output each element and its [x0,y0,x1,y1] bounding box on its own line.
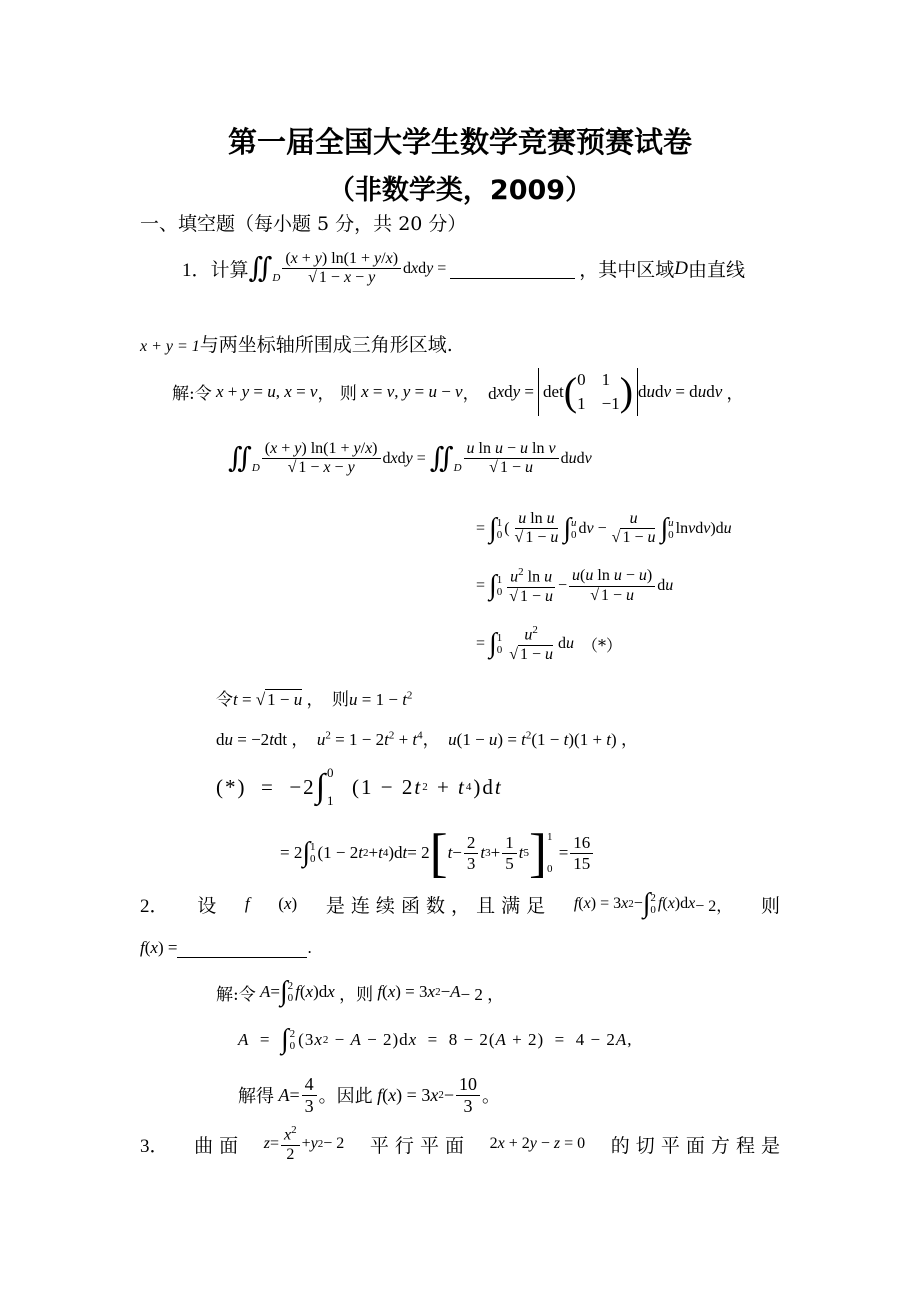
problem-1-line2: x + y = 1与两坐标轴所围成三角形区域. [140,334,453,356]
problem-1-prefix: 计算 [210,259,249,282]
solution-1-line4: = ∫ 1 0 $\frac{u^2 \ln u}{√ 1 - u}$ − $\frac{\text{u(u ln u − u)}}{√ 1 - u}$ d u [476,566,674,605]
solution-2-line3: 解得 A = $\frac{4}{3}$ 。因此 f ( x ) = 3 x 2 − $\frac{10}{3}$ 。 [238,1074,500,1116]
problem-1-number: 1． [182,260,211,282]
problem-2-line1: 2． 设 f (x) 是 连 续 函 数 ， 且 满 足 f ( x ) = 3 x 2 − ∫ 2 0 f ( x )d x − 2， 则 [140,888,780,919]
document-title: 第一届全国大学生数学竞赛预赛试卷 [227,125,692,159]
problem-1-line1: 1． 计算 ∬ $_D$ $\frac{(x + y) \ln(1 + y/x)}{√ 1 - x - y}$ dxdy = ，其中区域 D 由直线 [182,250,746,287]
answer-1: $\frac{16}{15}$ [570,833,593,873]
solution-1-line5: = ∫ 1 0 $\frac{u^2}{√ 1 - u}$ d u （*） [476,624,623,663]
solution-1-line2: ∬ $_D$ $\frac{(x + y) \ln(1 + y/x)}{√ 1 - x - y}$ d x d y = ∬ $_D$ $\frac{\text{u ln u − u ln v}}{√ 1 - u}$ d u d v [228,440,592,477]
solution-2-line1: 解:令 A = ∫ 2 0 f ( x )d x ， 则 f ( x ) = 3 x 2 − A − 2 ， [216,976,505,1007]
document-subtitle: （非数学类，2009） [327,175,593,206]
jacobian-determinant: det ( 0 1 1 −1 ) [538,368,638,416]
answer-blank-1[interactable] [450,258,575,279]
solution-1-line8: (*) = −2 ∫ 0 1 (1 − 2 t 2 + t 4 )d t [216,765,503,809]
section-heading: 一、填空题（每小题 5 分，共 20 分） [140,213,467,235]
solution-2-line2: A = ∫ 2 0 (3 x 2 − A − 2)d x = 8 − 2( A + 2) = 4 − 2 A , [238,1024,633,1055]
answer-blank-2[interactable] [177,939,307,958]
answer-A: $\frac{4}{3}$ [302,1074,317,1116]
problem-2-line2: f(x) = . [140,938,312,957]
solution-1-line9: = 2 ∫ 1 0 (1 − 2 t 2 + t 4 )d t = 2 [ t − $\frac{2}{3}$ t 3 + $\frac{1}{5}$ t 5 ] 1 0 = $\frac{16}{15}$ [280,826,595,880]
solution-1-line7: du = −2tdt ， $u^2 = 1 - 2t^2 + t^4$， $u(1 - u) = t^2(1 - t)(1 + t)$ ， [216,729,638,749]
solution-1-line6: 令t = √ 1 − u ， 则$u = 1 - t^2$ [216,689,413,710]
integrand-fraction: $\frac{(x + y) \ln(1 + y/x)}{√ 1 - x - y}$ [282,250,401,288]
double-integral-symbol: ∬ [248,252,273,284]
solution-1-line1: 解:令 x + y = u , x = v ， 则 x = v , y = u − v ， d x d y = det ( 0 1 1 −1 ) d u d v = d u d v ， [172,368,744,414]
problem-3-line1: 3． 曲 面 z = $\frac{x^2}{2}$ + y 2 − 2 平 行 平 面 2x + 2y − z = 0 的 切 平 面 方 程 是 [140,1124,780,1163]
solution-1-line3: = ∫ 1 0 ( $\frac{\text{u ln u}}{√ 1 - u}$ ∫ u 0 d v − $\frac{u}{√ 1 - u}$ ∫ u 0 ln v d v )d u [476,510,732,547]
